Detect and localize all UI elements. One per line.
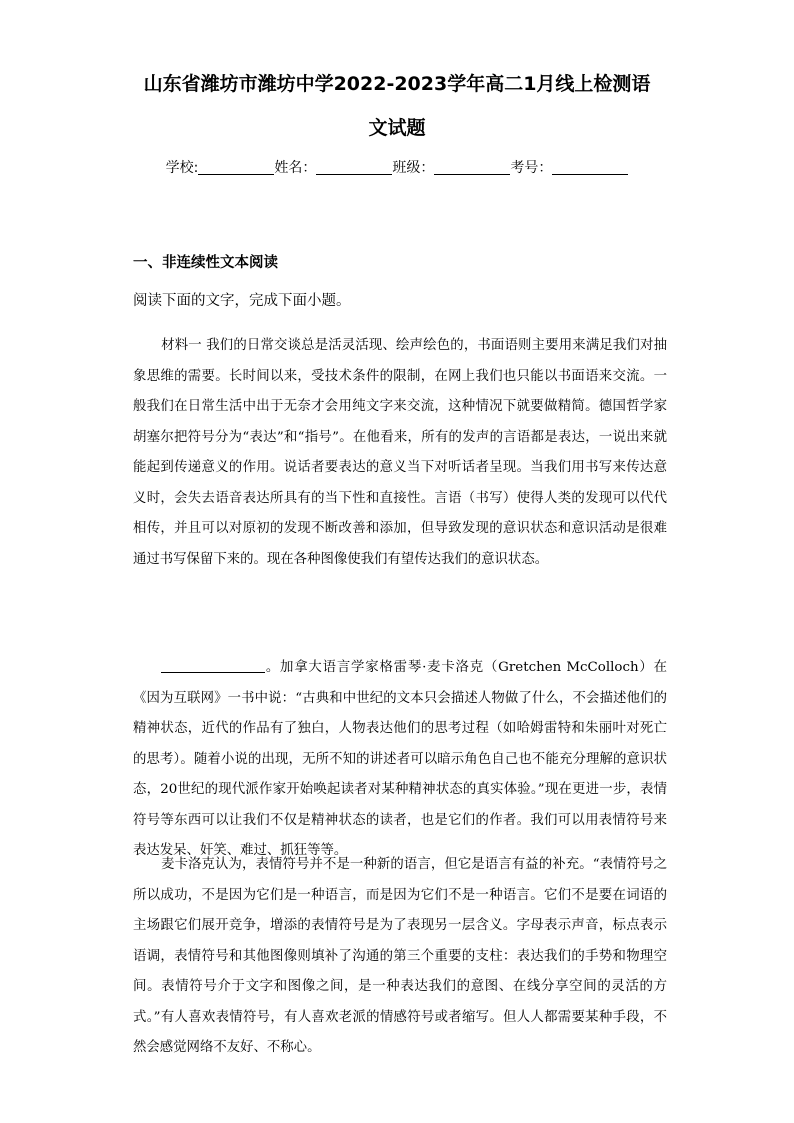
paragraph-1-text: 材料一 我们的日常交谈总是活灵活现、绘声绘色的，书面语则主要用来满足我们对抽象思维的需要。长时间以来，受技术条件的限制，在网上我们也只能以书面语来交流。一般我们在日常生活中出于无奈才会用纯文字来交流，这种情况下就要做精简。德国哲学家胡塞尔把符号分为“表达”和“指号”。在他看来，所有的发声的言语都是表达，一说出来就能起到传递意义的作用。说话者要表达的意义当下对听话者呈现。当我们用书写来传达意义时，会失去语音表达所具有的当下性和直接性。言语（书写）使得人类的发现可以代代相传，并且可以对原初的发现不断改善和添加，但导致发现的意识状态和意识活动是很难通过书写保留下来的。现在各种图像使我们有望传达我们的意识状态。 bbox=[133, 338, 667, 567]
school-blank[interactable] bbox=[198, 158, 274, 175]
material-paragraph-3 bbox=[133, 850, 667, 1064]
exam-title-line2: 文试题 bbox=[368, 117, 426, 139]
name-label: 姓名： bbox=[274, 160, 317, 176]
student-info-row bbox=[0, 158, 794, 178]
class-blank[interactable] bbox=[434, 158, 510, 175]
paragraph-2-text: 。加拿大语言学家格雷琴·麦卡洛克（Gretchen McColloch）在《因为互联网》一书中说：“古典和中世纪的文本只会描述人物做了什么，不会描述他们的精神状态，近代的作品有了独白，人物表达他们的思考过程（如哈姆雷特和朱丽叶对死亡的思考）。随着小说的出现，无所不知的讲述者可以暗示角色自己也不能充分理解的意识状态，20世纪的现代派作家开始唤起读者对某种精神状态的真实体验。”现在更进一步，表情符号等东西可以让我们不仅是精神状态的读者，也是它们的作者。我们可以用表情符号来表达发呆、奸笑、难过、抓狂等等。 bbox=[133, 660, 667, 858]
number-label: 考号： bbox=[510, 160, 553, 176]
number-blank[interactable] bbox=[552, 158, 628, 175]
exam-title-line1: 山东省潍坊市潍坊中学2022-2023学年高二1月线上检测语 bbox=[143, 73, 651, 95]
class-label: 班级： bbox=[392, 160, 435, 176]
fill-in-blank[interactable] bbox=[161, 654, 265, 673]
material-paragraph-2 bbox=[133, 653, 667, 867]
reading-instruction: 阅读下面的文字，完成下面小题。 bbox=[133, 293, 351, 309]
name-blank[interactable] bbox=[316, 158, 392, 175]
school-label: 学校: bbox=[165, 160, 199, 176]
material-paragraph-1 bbox=[133, 331, 667, 575]
paragraph-3-text: 麦卡洛克认为，表情符号并不是一种新的语言，但它是语言有益的补充。“表情符号之所以成功，不是因为它们是一种语言，而是因为它们不是一种语言。它们不是要在词语的主场跟它们展开竞争，增添的表情符号是为了表现另一层含义。字母表示声音，标点表示语调，表情符号和其他图像则填补了沟通的第三个重要的支柱：表达我们的手势和物理空间。表情符号介于文字和图像之间，是一种表达我们的意图、在线分享空间的灵活的方式。”有人喜欢表情符号，有人喜欢老派的情感符号或者缩写。但人人都需要某种手段，不然会感觉网络不友好、不称心。 bbox=[133, 857, 667, 1055]
section-heading: 一、非连续性文本阅读 bbox=[133, 255, 278, 271]
